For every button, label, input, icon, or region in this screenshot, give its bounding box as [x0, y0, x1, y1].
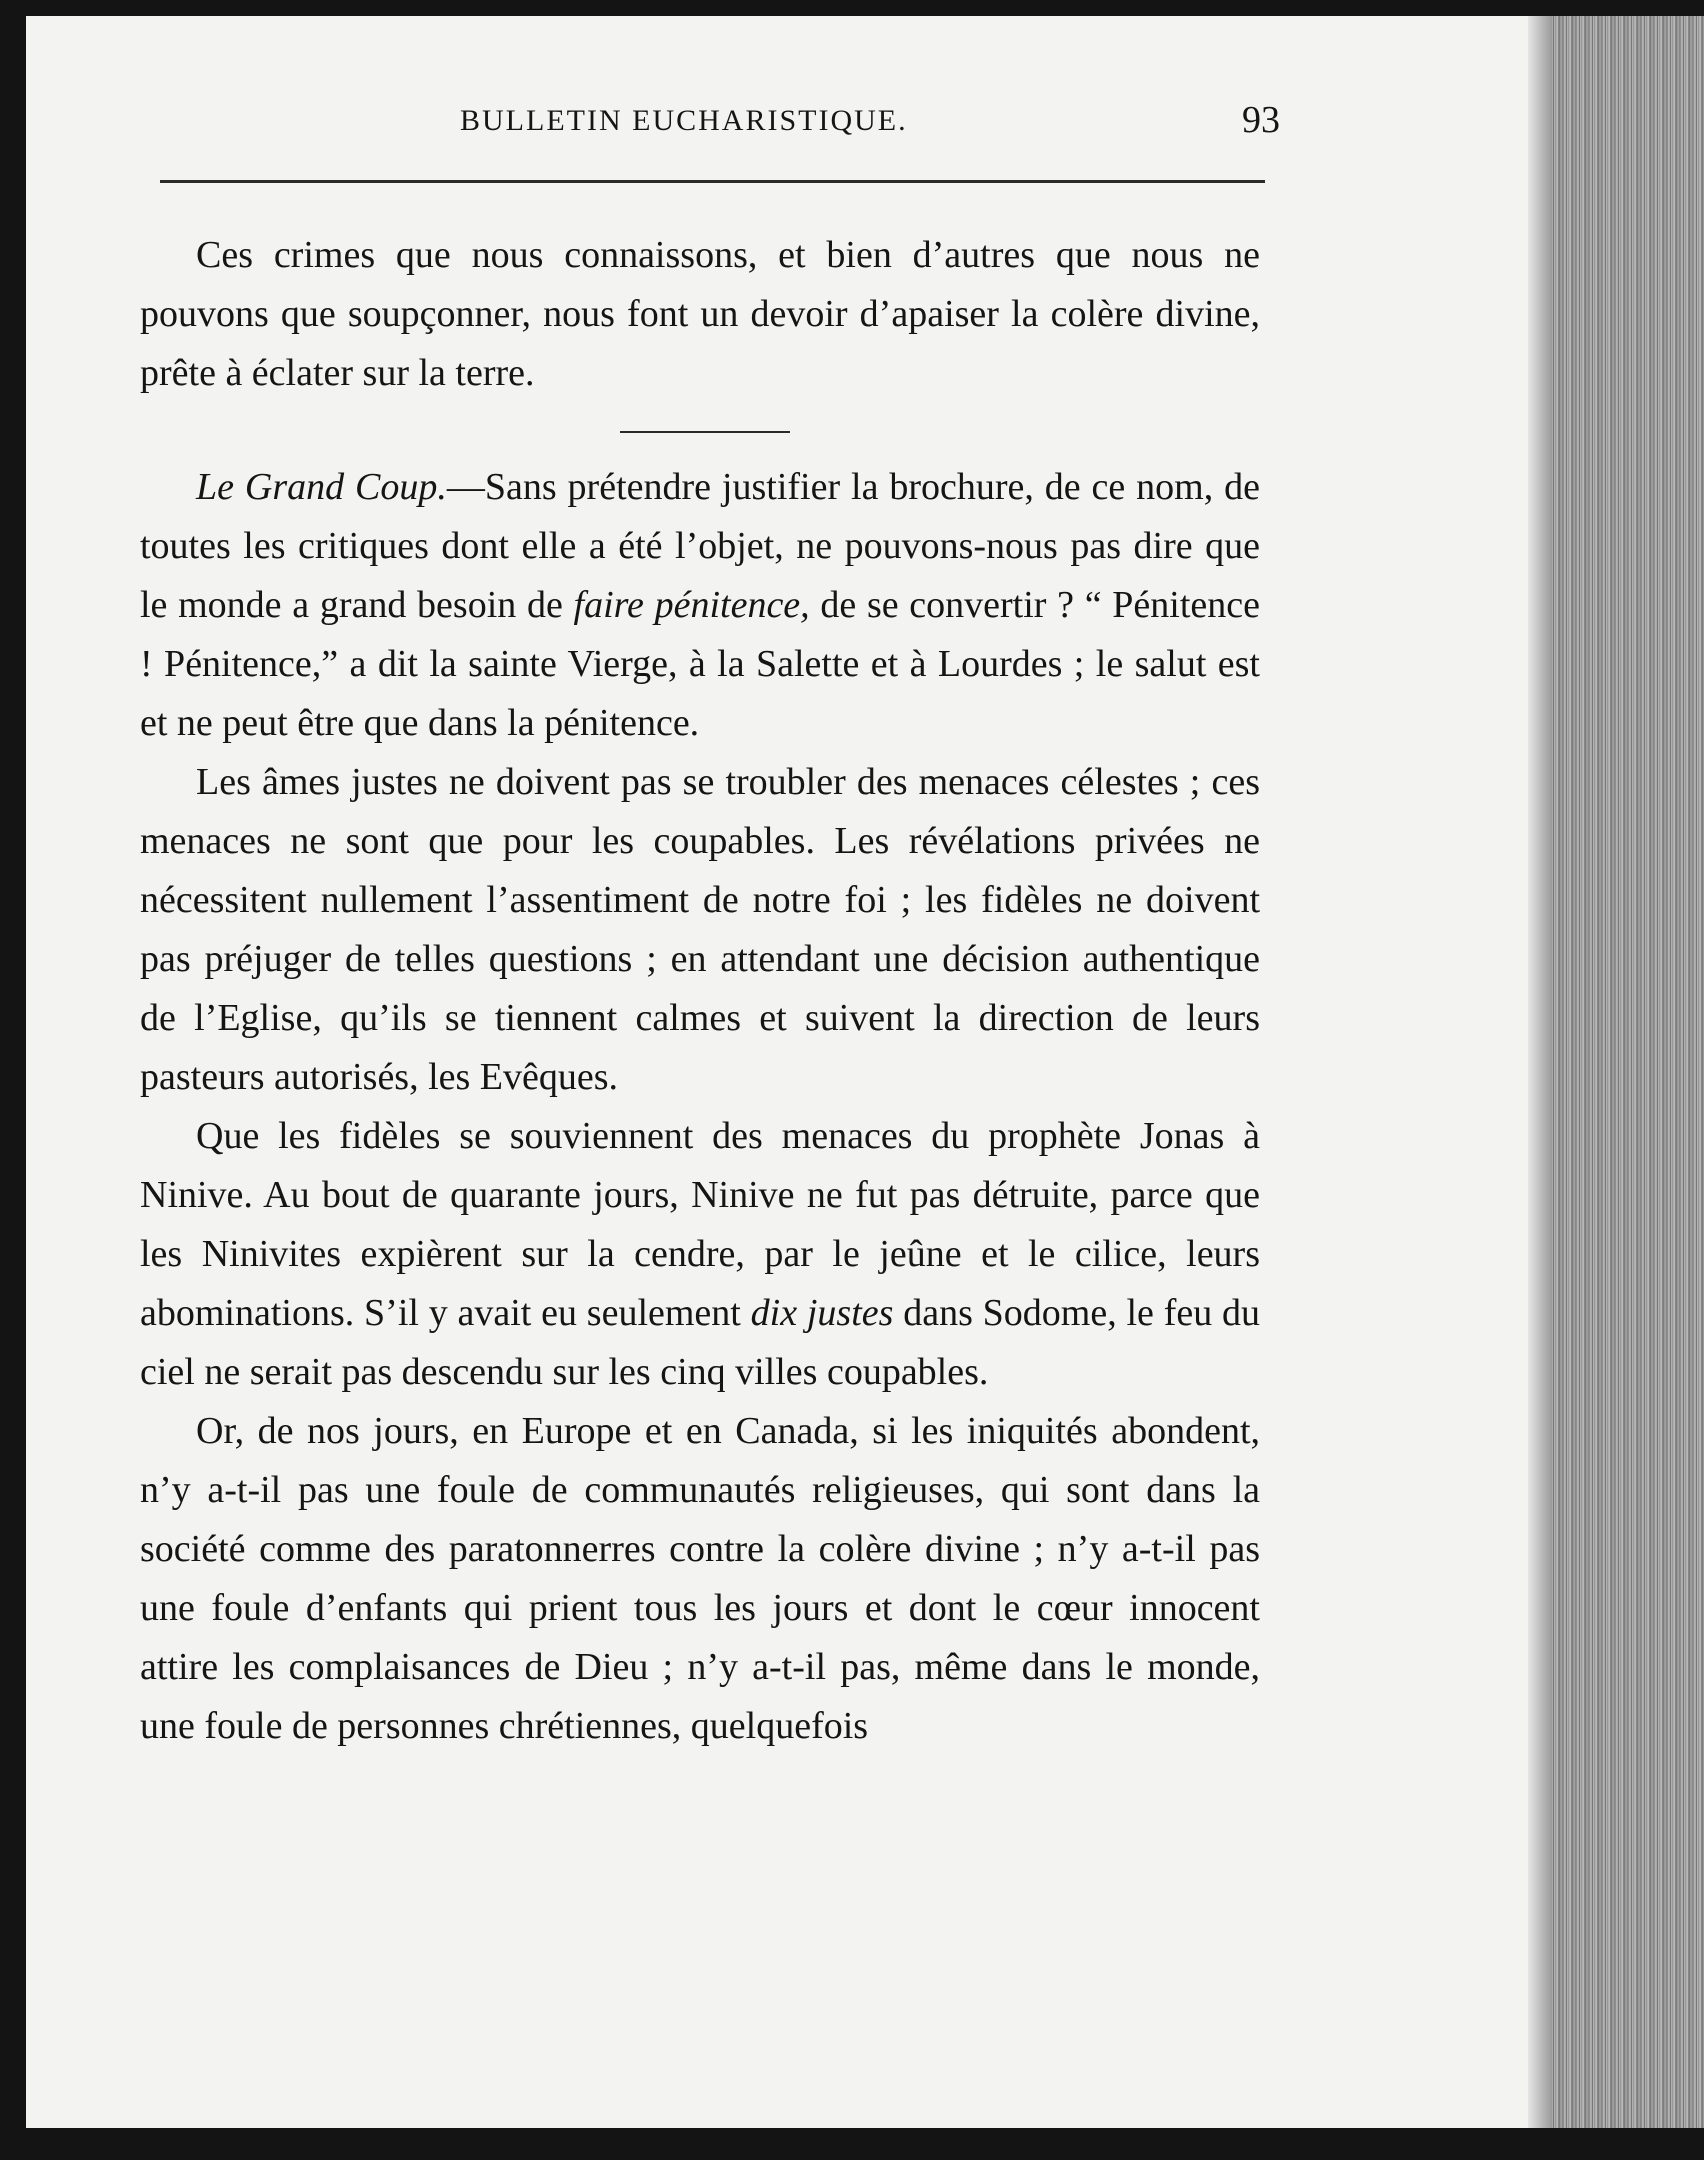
scan-border-left — [0, 0, 26, 2160]
header-rule — [160, 180, 1265, 183]
section-divider — [620, 431, 790, 433]
scan-border-bottom — [0, 2128, 1704, 2160]
paragraph-ames-justes: Les âmes justes ne doivent pas se troubler des menaces célestes ; ces menaces ne sont que pour les coupables. Les révélations privées ne nécessitent nullement l’assentiment de notre foi ; les fidèles ne doivent pas préjuger de telles questions ; en attendant une décision authentique de l’Eglise, qu’ils se tiennent calmes et suivent la direction de leurs pasteurs autorisés, les Evêques. — [140, 761, 1260, 1098]
scan-border-top — [0, 0, 1704, 16]
paragraph-grand-coup — [140, 458, 1260, 753]
text-block-top — [140, 226, 1260, 403]
running-head — [160, 96, 1280, 156]
paragraph-text: de se convertir ? “ Pénitence ! Pénitence,” a dit la sainte Vierge, à la Salette et à Lourdes ; le salut est et ne peut être que dans la pénitence. — [140, 584, 1260, 744]
paragraph-europe-canada: Or, de nos jours, en Europe et en Canada, si les iniquités abondent, n’y a-t-il pas une foule de communautés religieuses, qui sont dans la société comme des paratonnerres contre la colère divine ; n’y a-t-il pas une foule d’enfants qui prient tous les jours et dont le cœur innocent attire les complaisances de Dieu ; n’y a-t-il pas, même dans le monde, une foule de personnes chrétiennes, quelquefois — [140, 1410, 1260, 1747]
paragraph-jonas — [140, 1107, 1260, 1402]
emphasis-text: dix justes — [750, 1292, 894, 1334]
section-heading: Le Grand Coup. — [196, 466, 447, 508]
paragraph-crimes: Ces crimes que nous connaissons, et bien d’autres que nous ne pouvons que soupçonner, nous font un devoir d’apaiser la colère divine, prête à éclater sur la terre. — [140, 234, 1260, 394]
page-stack-edge — [1528, 16, 1704, 2128]
paragraph-text: Que les fidèles se souviennent des menaces du prophète Jonas à Ninive. Au bout de quarante jours, Ninive ne fut pas détruite, parce que les Ninivites expièrent sur la cendre, par le jeûne et le cilice, leurs abominations. S’il y avait eu seulement — [140, 1115, 1260, 1334]
paragraph-text: —Sans prétendre justifier la brochure, de ce nom, de toutes les critiques dont elle a été l’objet, ne pouvons-nous pas dire que le monde a grand besoin de — [140, 466, 1260, 626]
page-number: 93 — [1242, 99, 1280, 141]
page-gutter-shadow — [1528, 16, 1552, 2128]
paragraph-text: dans Sodome, le feu du ciel ne serait pas descendu sur les cinq villes coupables. — [140, 1292, 1261, 1393]
text-block-main — [140, 458, 1260, 1756]
running-title: BULLETIN EUCHARISTIQUE. — [460, 104, 908, 137]
emphasis-text: faire pénitence, — [573, 584, 810, 626]
